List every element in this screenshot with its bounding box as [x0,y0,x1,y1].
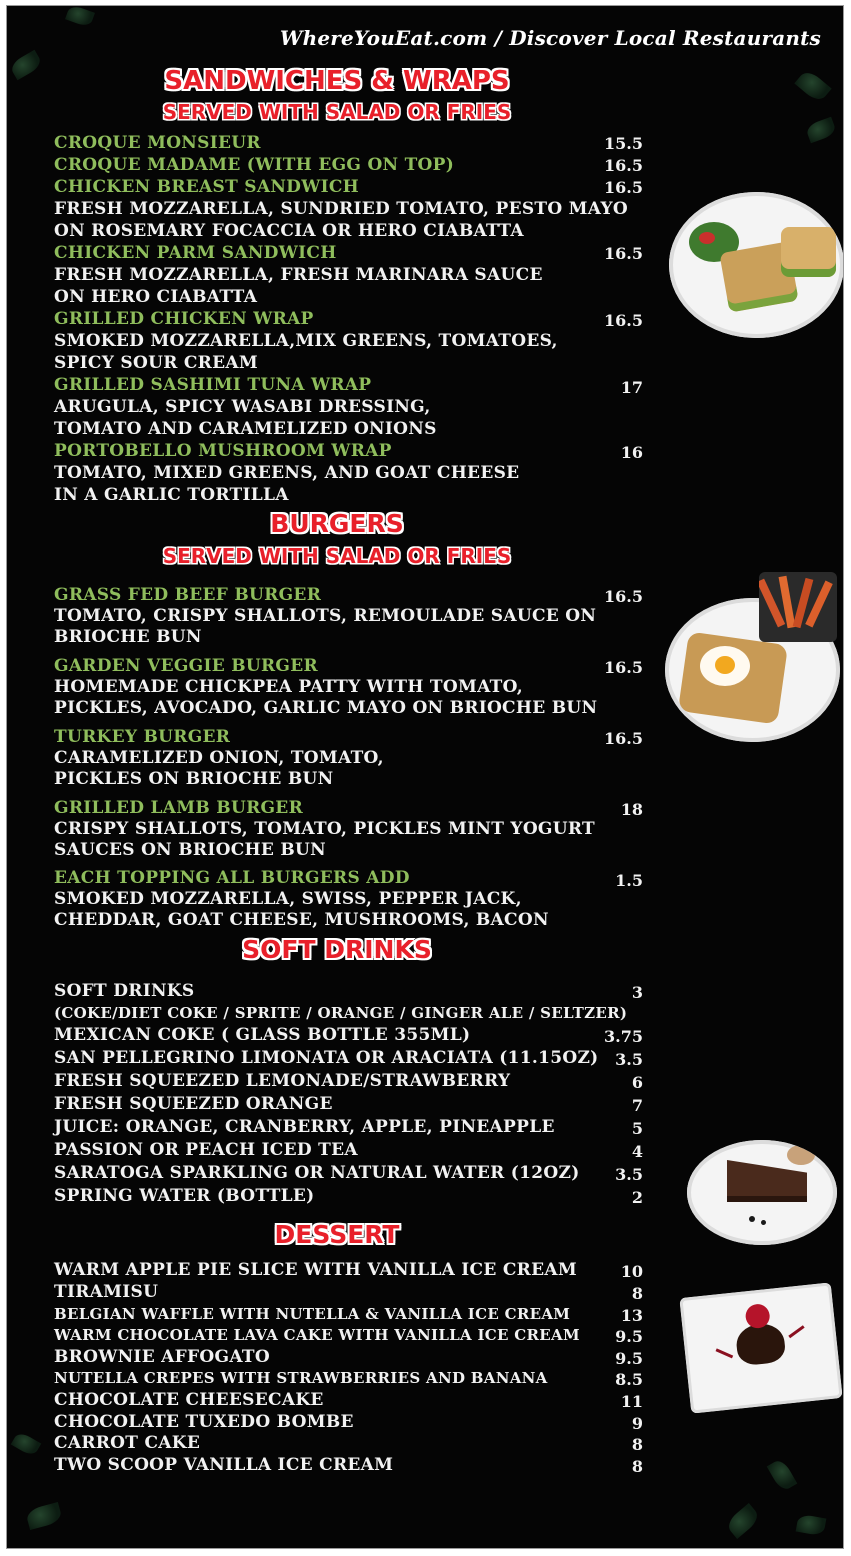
menu-item-description: ON HERO CIABATTA [54,287,258,307]
menu-item-description: CRISPY SHALLOTS, TOMATO, PICKLES MINT YOGURT [54,819,595,839]
menu-item-name: PORTOBELLO MUSHROOM WRAP [54,441,392,461]
menu-item-price: 15.5 [604,134,643,153]
dessert-item-price: 9 [631,1414,643,1433]
menu-item-price: 16 [620,443,643,462]
menu-item-name: GRILLED LAMB BURGER [54,798,303,818]
dessert-item-price: 13 [620,1306,643,1325]
drink-item-name: (COKE/DIET COKE / SPRITE / ORANGE / GINGER ALE / SELTZER) [54,1004,628,1022]
drink-item-price: 2 [631,1188,643,1207]
menu-item-price: 17 [620,378,643,397]
drink-item-name: SPRING WATER (BOTTLE) [54,1186,315,1206]
menu-item-price: 18 [620,800,643,819]
drink-item-name: SARATOGA SPARKLING OR NATURAL WATER (12OZ) [54,1163,580,1183]
dessert-item-name: BELGIAN WAFFLE WITH NUTELLA & VANILLA ICE CREAM [54,1305,571,1323]
drink-item-price: 5 [631,1119,643,1138]
dessert-item-price: 10 [620,1262,643,1281]
section-title-sandwiches: SANDWICHES & WRAPS [164,66,510,96]
dessert-item-name: TWO SCOOP VANILLA ICE CREAM [54,1455,394,1475]
menu-item-price: 16.5 [604,587,643,606]
dessert-item-price: 9.5 [615,1327,643,1346]
dessert-item-price: 8 [631,1284,643,1303]
drink-item-name: PASSION OR PEACH ICED TEA [54,1140,358,1160]
menu-item-price: 16.5 [604,658,643,677]
menu-item-name: CROQUE MONSIEUR [54,133,261,153]
fries-basket-photo [759,572,837,642]
menu-item-name: CHICKEN PARM SANDWICH [54,243,337,263]
menu-item-description: CARAMELIZED ONION, TOMATO, [54,748,384,768]
drink-item-price: 4 [631,1142,643,1161]
menu-item-name: TURKEY BURGER [54,727,231,747]
sandwich-photo [669,192,843,338]
dessert-item-name: BROWNIE AFFOGATO [54,1347,270,1367]
drink-item-name: MEXICAN COKE ( GLASS BOTTLE 355ML) [54,1025,471,1045]
leaf-decoration [11,1431,42,1458]
menu-item-description: TOMATO, CRISPY SHALLOTS, REMOULADE SAUCE ON [54,606,597,626]
leaf-decoration [767,1458,798,1493]
menu-item-description: PICKLES, AVOCADO, GARLIC MAYO ON BRIOCHE BUN [54,698,598,718]
leaf-decoration [796,1514,827,1537]
menu-item-description: HOMEMADE CHICKPEA PATTY WITH TOMATO, [54,677,523,697]
menu-item-name: EACH TOPPING ALL BURGERS ADD [54,868,410,888]
dessert-item-name: NUTELLA CREPES WITH STRAWBERRIES AND BANANA [54,1369,548,1387]
leaf-decoration [805,117,837,143]
menu-item-name: GRILLED SASHIMI TUNA WRAP [54,375,372,395]
menu-item-name: CROQUE MADAME (WITH EGG ON TOP) [54,155,455,175]
menu-item-description: SMOKED MOZZARELLA,MIX GREENS, TOMATOES, [54,331,558,351]
menu-item-description: SMOKED MOZZARELLA, SWISS, PEPPER JACK, [54,889,522,909]
leaf-decoration [25,1502,63,1530]
menu-item-name: GARDEN VEGGIE BURGER [54,656,318,676]
menu-item-name: GRASS FED BEEF BURGER [54,585,322,605]
leaf-decoration [65,6,95,28]
chocolate-bombe-photo [679,1282,842,1413]
menu-item-description: SPICY SOUR CREAM [54,353,258,373]
menu-item-name: GRILLED CHICKEN WRAP [54,309,314,329]
dessert-item-name: CHOCOLATE CHEESECAKE [54,1390,324,1410]
drink-item-name: SOFT DRINKS [54,981,195,1001]
dessert-item-name: TIRAMISU [54,1282,159,1302]
dessert-item-price: 11 [620,1392,643,1411]
leaf-decoration [724,1503,761,1539]
dessert-item-name: CHOCOLATE TUXEDO BOMBE [54,1412,354,1432]
menu-item-description: CHEDDAR, GOAT CHEESE, MUSHROOMS, BACON [54,910,549,930]
menu-item-description: PICKLES ON BRIOCHE BUN [54,769,334,789]
menu-item-description: TOMATO AND CARAMELIZED ONIONS [54,419,437,439]
section-title-soft-drinks: SOFT DRINKS [242,935,432,964]
section-subtitle-sandwiches: SERVED WITH SALAD OR FRIES [162,100,512,124]
menu-item-price: 16.5 [604,156,643,175]
dessert-item-price: 8 [631,1435,643,1454]
dessert-item-name: CARROT CAKE [54,1433,201,1453]
menu-item-description: ON ROSEMARY FOCACCIA OR HERO CIABATTA [54,221,524,241]
drink-item-price: 3.75 [604,1027,643,1046]
menu-item-description: FRESH MOZZARELLA, SUNDRIED TOMATO, PESTO MAYO [54,199,628,219]
menu-item-description: IN A GARLIC TORTILLA [54,485,289,505]
watermark-text: WhereYouEat.com / Discover Local Restaurants [279,26,821,50]
leaf-decoration [794,68,831,104]
drink-item-price: 6 [631,1073,643,1092]
dessert-item-price: 8 [631,1457,643,1476]
dessert-item-price: 9.5 [615,1349,643,1368]
menu-item-description: ARUGULA, SPICY WASABI DRESSING, [54,397,431,417]
menu-item-description: FRESH MOZZARELLA, FRESH MARINARA SAUCE [54,265,543,285]
drink-item-name: JUICE: ORANGE, CRANBERRY, APPLE, PINEAPPLE [54,1117,555,1137]
menu-page [7,6,843,1548]
drink-item-price: 3.5 [615,1050,643,1069]
menu-item-description: TOMATO, MIXED GREENS, AND GOAT CHEESE [54,463,520,483]
drink-item-price: 7 [631,1096,643,1115]
dessert-item-name: WARM CHOCOLATE LAVA CAKE WITH VANILLA ICE CREAM [54,1326,580,1344]
drink-item-name: FRESH SQUEEZED ORANGE [54,1094,333,1114]
menu-item-name: CHICKEN BREAST SANDWICH [54,177,360,197]
menu-item-price: 16.5 [604,178,643,197]
dessert-item-name: WARM APPLE PIE SLICE WITH VANILLA ICE CREAM [54,1260,577,1280]
menu-item-price: 16.5 [604,729,643,748]
section-subtitle-burgers: SERVED WITH SALAD OR FRIES [162,544,512,568]
menu-item-price: 16.5 [604,311,643,330]
drink-item-price: 3.5 [615,1165,643,1184]
drink-item-price: 3 [631,983,643,1002]
menu-item-price: 16.5 [604,244,643,263]
dessert-item-price: 8.5 [615,1370,643,1389]
cheesecake-photo [687,1140,837,1245]
menu-item-price: 1.5 [615,871,643,890]
drink-item-name: FRESH SQUEEZED LEMONADE/STRAWBERRY [54,1071,511,1091]
menu-item-description: BRIOCHE BUN [54,627,202,647]
drink-item-name: SAN PELLEGRINO LIMONATA OR ARACIATA (11.15OZ) [54,1048,599,1068]
section-title-burgers: BURGERS [270,509,404,538]
section-title-dessert: DESSERT [274,1220,400,1249]
menu-item-description: SAUCES ON BRIOCHE BUN [54,840,326,860]
